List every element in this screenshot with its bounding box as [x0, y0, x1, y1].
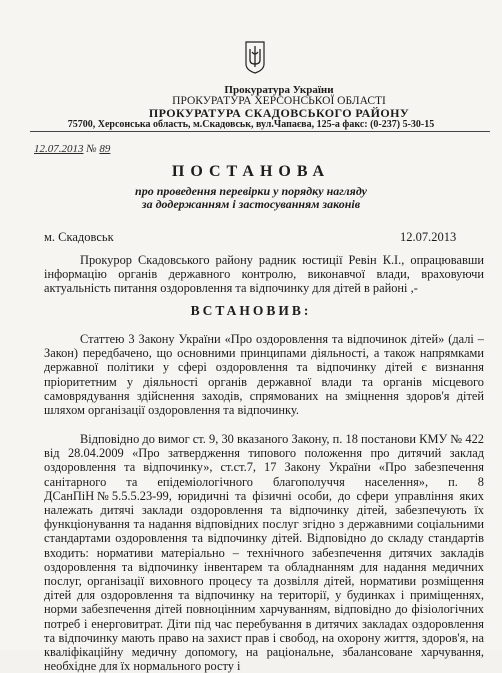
body-paragraph-2: Відповідно до вимог ст. 9, 30 вказаного Закону, п. 18 постанови КМУ № 422 від 28.04.2009 «Про затвердження типового положення про дитячий заклад оздоровлення та відпочинку», ст.ст.7, 17 Закону України «Про забезпечення санітарного та епідеміологічного благополуччя населення», п. 8 ДСанПіН№5.5.5.23-99, юридичні та фізичні особи, до сфери управління яких належать дитячі заклади оздоровлення та відпочинку дітей, забезпечують їх функціонування та надання відповідних послуг згідно з державними соціальними стандартами оздоровлення та відпочинку дітей. Відповідно до складу стандартів входить: нормативи матеріально – технічного забезпечення дитячих закладів оздоровлення та відпочинку інвентарем та обладнанням для надання медичних послуг, організації виховного процесу та дозвілля дітей, нормативи розміщення дітей для оздоровлення та відпочинку на території, у будинках і приміщеннях, норми забезпечення дітей повноцінним харчуванням, відповідно до фізіологічних потреб і енерговитрат. Діти під час перебування в дитячих закладах оздоровлення та відпочинку мають право на захист прав і свобод, на охорону життя, здоров'я, на кваліфікаційну медичну допомогу, на раціональне, збалансоване харчування, необхідне для їх нормального росту і [44, 432, 484, 673]
registration-prefix: № [86, 143, 97, 155]
header-line-2: ПРОКУРАТУРА ХЕРСОНСЬКОЇ ОБЛАСТІ [172, 95, 386, 107]
document-date: 12.07.2013 [400, 230, 457, 244]
header-line-1: Прокуратура України [224, 84, 334, 96]
registration-date: 12.07.2013 [34, 143, 84, 155]
document-title: ПОСТАНОВА [171, 163, 331, 180]
subtitle-line-1: про проведення перевірки у порядку нагляду [135, 184, 367, 198]
header-line-3: ПРОКУРАТУРА СКАДОВСЬКОГО РАЙОНУ [148, 106, 410, 120]
header-divider [30, 131, 490, 132]
subtitle-line-2: за додержанням і застосуванням законів [141, 197, 361, 211]
intro-paragraph: Прокурор Скадовського району радник юстиції Ревін К.І., опрацювавши інформацію органів державного контролю, виконавчої влади, враховуючи актуальність питання оздоровлення та відпочинку для дітей в районі ,- [44, 253, 484, 296]
coat-of-arms-icon [244, 40, 266, 74]
registration-number [34, 143, 110, 155]
section-heading: ВСТАНОВИВ: [190, 303, 312, 318]
registration-num: 89 [99, 143, 111, 155]
body-paragraph-1: Статтею 3 Закону України «Про оздоровлення та відпочинок дітей» (далі – Закон) передбачено, що основними принципами діяльності, а також напрямками державної політики у сфері оздоровлення та відпочинку дітей є визнання пріоритетним у діяльності органів державної влади та органів місцевого самоврядування здійснення заходів, спрямованих на зміцнення здоров'я дітей шляхом організації оздоровлення та відпочинку. [44, 332, 484, 418]
place: м. Скадовськ [44, 230, 114, 244]
header-address: 75700, Херсонська область, м.Скадовськ, вул.Чапаєва, 125-а факс: (0-237) 5-30-15 [67, 119, 435, 130]
